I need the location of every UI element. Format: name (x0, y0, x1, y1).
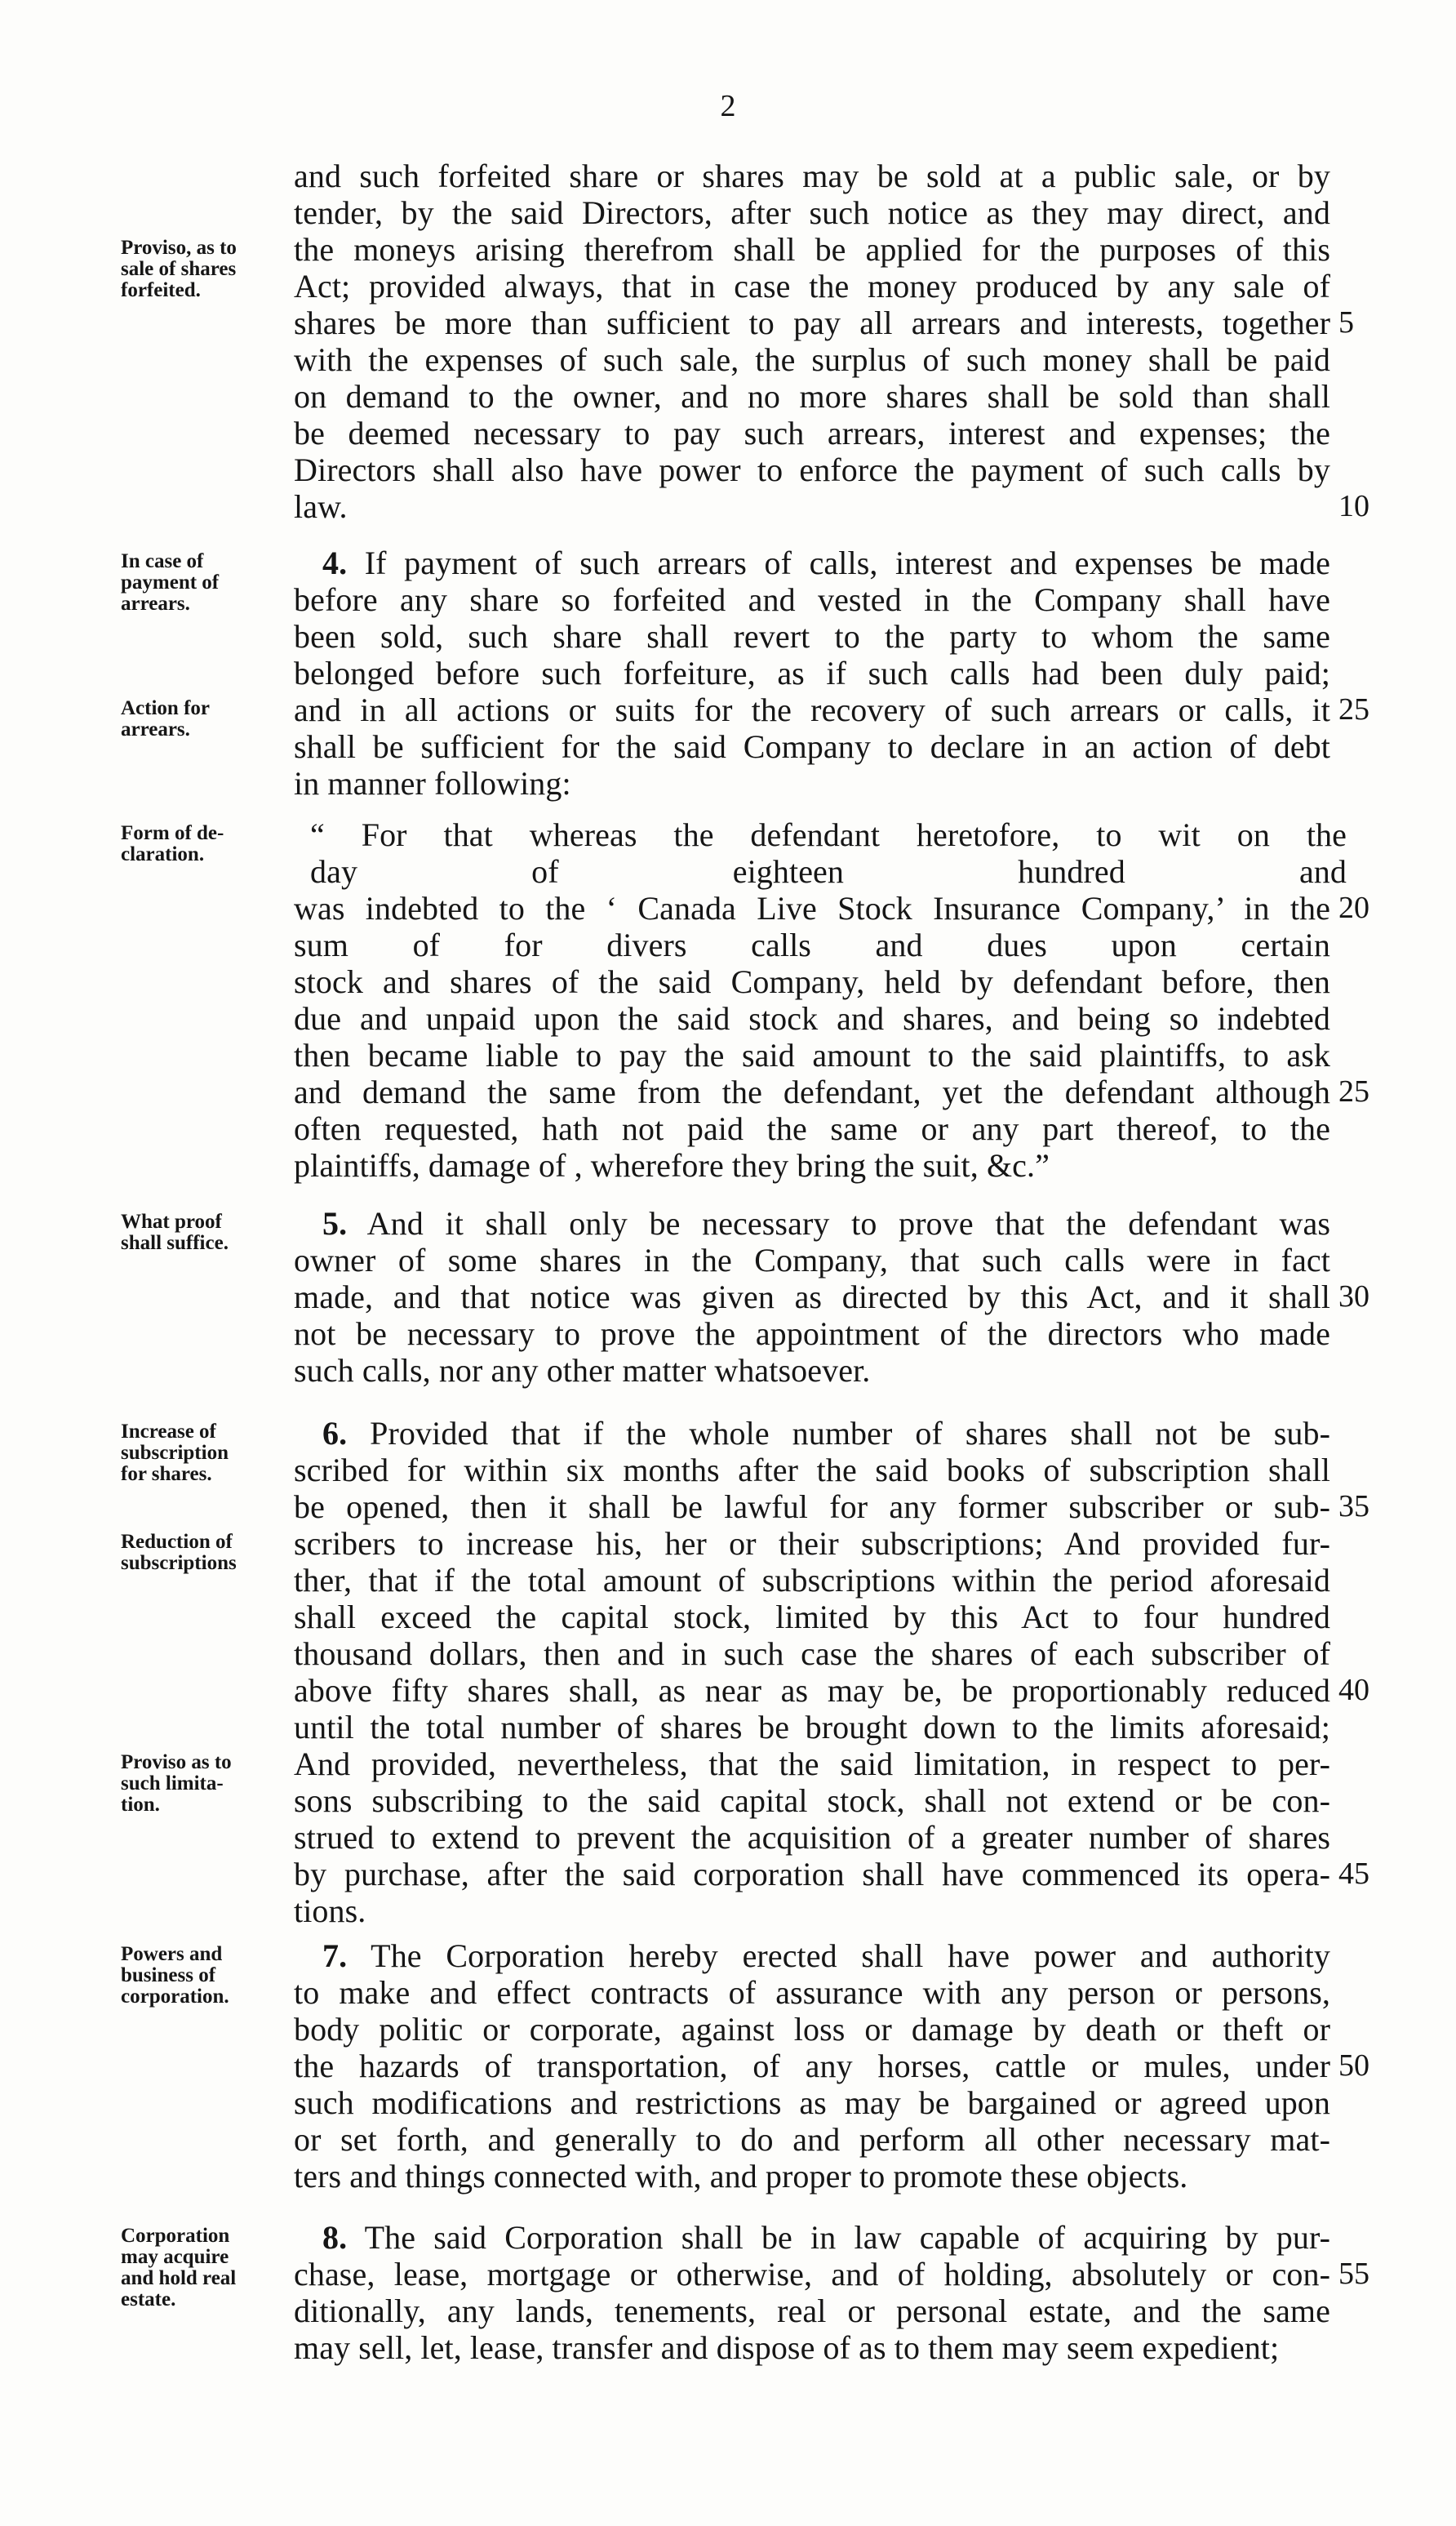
margin-note: Action for arrears. (121, 697, 210, 740)
text-line: and in all actions or suits for the recovery of such arrears or calls, it (294, 692, 1330, 728)
text-line: And provided, nevertheless, that the said limitation, in respect to per- (294, 1746, 1330, 1782)
text-line: body politic or corporate, against loss or damage by death or theft or (294, 2011, 1330, 2048)
text-line: until the total number of shares be brought down to the limits aforesaid; (294, 1709, 1330, 1746)
text-line: such modifications and restrictions as may be bargained or agreed upon (294, 2084, 1330, 2121)
text-line: Directors shall also have power to enforce the payment of such calls by (294, 451, 1330, 488)
text-line: ters and things connected with, and proper to promote these objects. (294, 2158, 1188, 2195)
margin-note: Proviso, as to sale of shares forfeited. (121, 237, 237, 301)
margin-note: Increase of subscription for shares. (121, 1421, 229, 1485)
text-line: scribers to increase his, her or their subscriptions; And provided fur- (294, 1525, 1330, 1562)
line-number: 20 (1338, 891, 1369, 925)
text-line: before any share so forfeited and vested in the Company shall have (294, 581, 1330, 618)
section-number: 6. (322, 1415, 348, 1452)
page-number: 2 (720, 89, 736, 123)
text-line: 5. And it shall only be necessary to prove that the defendant was (322, 1205, 1330, 1242)
margin-note: Reduction of subscriptions (121, 1531, 237, 1574)
text-line: on demand to the owner, and no more shares shall be sold than shall (294, 378, 1330, 415)
line-number: 55 (1338, 2257, 1369, 2291)
margin-note: What proof shall suffice. (121, 1211, 229, 1254)
text-line: belonged before such forfeiture, as if such calls had been duly paid; (294, 655, 1330, 692)
text-line: the hazards of transportation, of any horses, cattle or mules, under (294, 2048, 1330, 2084)
section-number: 7. (322, 1937, 348, 1974)
text-line: chase, lease, mortgage or otherwise, and of holding, absolutely or con- (294, 2256, 1330, 2293)
margin-note: In case of payment of arrears. (121, 550, 220, 615)
text-line: Act; provided always, that in case the money produced by any sale of (294, 268, 1330, 305)
margin-note: Corporation may acquire and hold real estate. (121, 2225, 237, 2310)
section-number: 5. (322, 1205, 348, 1242)
line-number: 30 (1338, 1279, 1369, 1314)
text-line: shall be sufficient for the said Company to declare in an action of debt (294, 728, 1330, 765)
text-line: 6. Provided that if the whole number of shares shall not be sub- (322, 1415, 1330, 1452)
margin-note: Form of de- claration. (121, 822, 224, 865)
text-line: tender, by the said Directors, after such notice as they may direct, and (294, 194, 1330, 231)
text-line: scribed for within six months after the said books of subscription shall (294, 1452, 1330, 1488)
text-line: and such forfeited share or shares may be sold at a public sale, or by (294, 158, 1330, 194)
text-line: the moneys arising therefrom shall be applied for the purposes of this (294, 231, 1330, 268)
text-line: “ For that whereas the defendant heretofore, to wit on the (310, 816, 1347, 853)
text-line: ther, that if the total amount of subscriptions within the period aforesaid (294, 1562, 1330, 1599)
text-line: thousand dollars, then and in such case the shares of each subscriber of (294, 1635, 1330, 1672)
text-line: such calls, nor any other matter whatsoever. (294, 1352, 871, 1389)
text-line: or set forth, and generally to do and perform all other necessary mat- (294, 2121, 1330, 2158)
text-line: been sold, such share shall revert to the party to whom the same (294, 618, 1330, 655)
text-line: 7. The Corporation hereby erected shall have power and authority (322, 1937, 1330, 1974)
text-line: owner of some shares in the Company, that such calls were in fact (294, 1242, 1330, 1279)
line-number: 45 (1338, 1857, 1369, 1891)
line-number: 50 (1338, 2048, 1369, 2083)
text-line: day of eighteen hundred and (310, 853, 1347, 890)
text-line: was indebted to the ‘ Canada Live Stock Insurance Company,’ in the (294, 890, 1330, 927)
text-line: sons subscribing to the said capital stock, shall not extend or be con- (294, 1782, 1330, 1819)
line-number: 5 (1338, 305, 1354, 340)
text-line: ditionally, any lands, tenements, real or personal estate, and the same (294, 2293, 1330, 2329)
line-number: 10 (1338, 489, 1369, 523)
text-line: often requested, hath not paid the same or any part thereof, to the (294, 1110, 1330, 1147)
section-number: 8. (322, 2219, 348, 2256)
text-line: with the expenses of such sale, the surplus of such money shall be paid (294, 341, 1330, 378)
text-line: then became liable to pay the said amount to the said plaintiffs, to ask (294, 1037, 1330, 1074)
margin-note: Proviso as to such limita- tion. (121, 1751, 232, 1816)
text-line: by purchase, after the said corporation shall have commenced its opera- (294, 1856, 1330, 1892)
text-line: stock and shares of the said Company, held by defendant before, then (294, 963, 1330, 1000)
section-number: 4. (322, 545, 348, 581)
text-line: sum of for divers calls and dues upon certain (294, 927, 1330, 963)
line-number: 25 (1338, 1074, 1369, 1109)
text-line: 8. The said Corporation shall be in law capable of acquiring by pur- (322, 2219, 1330, 2256)
text-line: made, and that notice was given as directed by this Act, and it shall (294, 1279, 1330, 1315)
text-line: shall exceed the capital stock, limited by this Act to four hundred (294, 1599, 1330, 1635)
text-line: 4. If payment of such arrears of calls, interest and expenses be made (322, 545, 1330, 581)
margin-note: Powers and business of corporation. (121, 1943, 229, 2008)
text-line: law. (294, 488, 348, 525)
text-line: and demand the same from the defendant, yet the defendant although (294, 1074, 1330, 1110)
line-number: 40 (1338, 1673, 1369, 1707)
text-line: plaintiffs, damage of , wherefore they bring the suit, &c.” (294, 1147, 1050, 1184)
text-line: be opened, then it shall be lawful for any former subscriber or sub- (294, 1488, 1330, 1525)
text-line: shares be more than sufficient to pay all arrears and interests, together (294, 305, 1330, 341)
text-line: to make and effect contracts of assurance with any person or persons, (294, 1974, 1330, 2011)
text-line: above fifty shares shall, as near as may be, be proportionably reduced (294, 1672, 1330, 1709)
text-line: due and unpaid upon the said stock and shares, and being so indebted (294, 1000, 1330, 1037)
text-line: tions. (294, 1892, 366, 1929)
text-line: not be necessary to prove the appointment of the directors who made (294, 1315, 1330, 1352)
text-line: be deemed necessary to pay such arrears, interest and expenses; the (294, 415, 1330, 451)
line-number: 25 (1338, 692, 1369, 727)
text-line: strued to extend to prevent the acquisition of a greater number of shares (294, 1819, 1330, 1856)
line-number: 35 (1338, 1489, 1369, 1523)
text-line: may sell, let, lease, transfer and dispose of as to them may seem expedient; (294, 2329, 1280, 2366)
text-line: in manner following: (294, 765, 571, 802)
